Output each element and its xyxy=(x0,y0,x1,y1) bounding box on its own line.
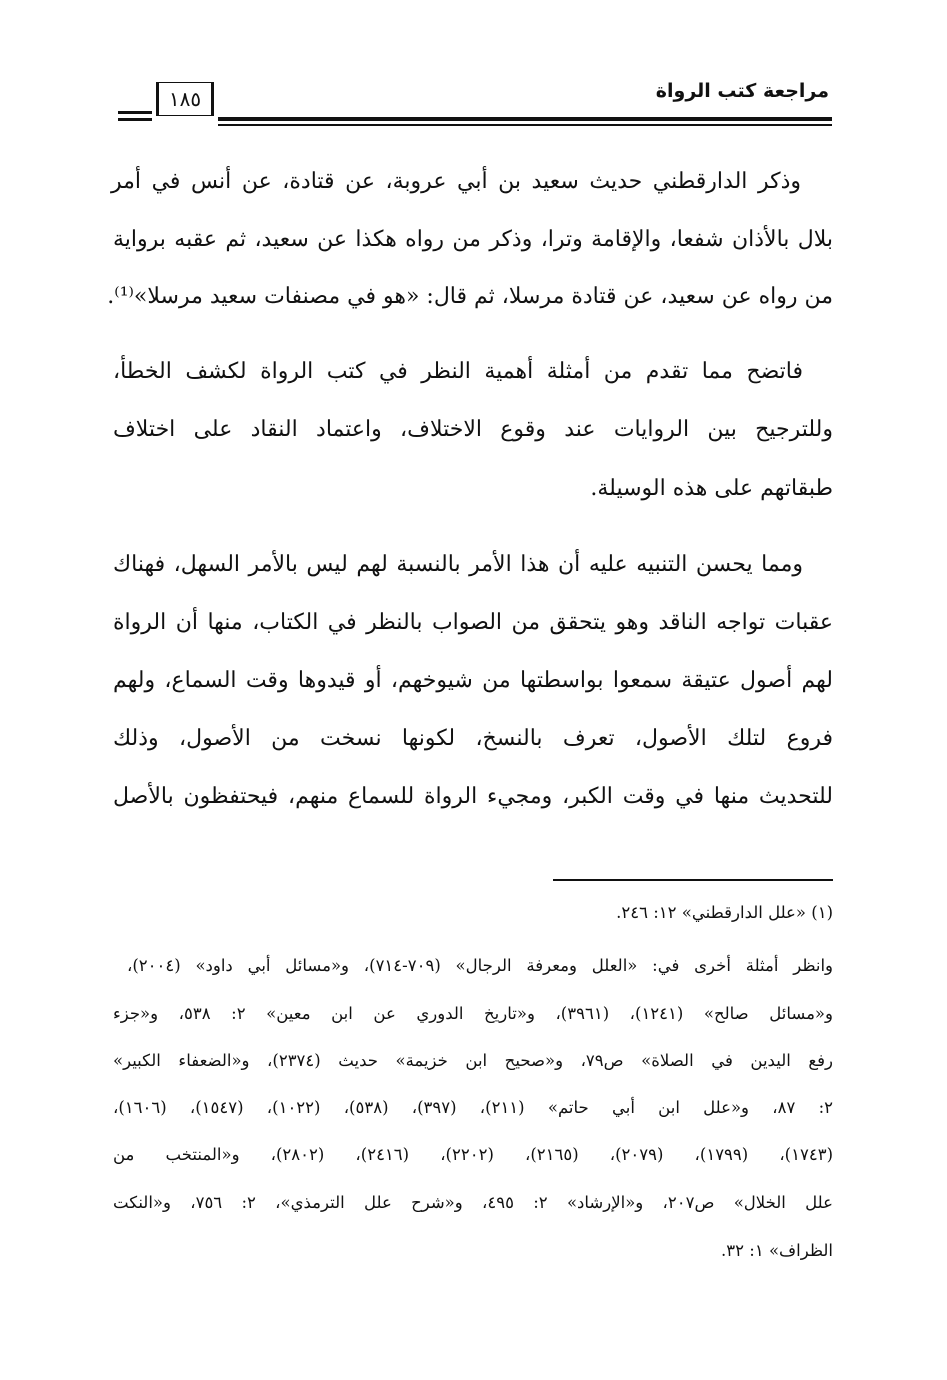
footnote-line: علل الخلال» ص٢٠٧، و«الإرشاد» ٢: ٤٩٥، و«شرح علل الترمذي»، ٢: ٧٥٦، و«النكت xyxy=(113,1193,833,1212)
header-rule-left-thick xyxy=(118,111,152,114)
footnote-line: ٢: ٨٧، و«علل ابن أبي حاتم» (٢١١)، (٣٩٧)، (٥٣٨)، (١٠٢٢)، (١٥٤٧)، (١٦٠٦)، xyxy=(113,1098,834,1117)
body-line: طبقاتهم على هذه الوسيلة. xyxy=(590,476,833,501)
page-number: ١٨٥ xyxy=(156,82,214,116)
footnote-line: و«مسائل صالح» (١٢٤١)، (٣٩٦١)، و«تاريخ الدوري عن ابن معين» ٢: ٥٣٨، و«جزء xyxy=(113,1004,833,1023)
body-line: بلال بالأذان شفعا، والإقامة وترا، وذكر من رواه هكذا عن سعيد، ثم عقبه برواية xyxy=(113,227,833,252)
body-line: فاتضح مما تقدم من أمثلة أهمية النظر في كتب الرواة لكشف الخطأ، xyxy=(113,359,803,384)
body-line: عقبات تواجه الناقد وهو يتحقق من الصواب بالنظر في الكتاب، منها أن الرواة xyxy=(113,610,833,635)
body-line: من رواه عن سعيد، عن قتادة مرسلا، ثم قال: «هو في مصنفات سعيد مرسلا»⁽¹⁾. xyxy=(107,284,833,309)
footnote-separator xyxy=(553,879,833,881)
footnote-line: (١) «علل الدارقطني» ١٢: ٢٤٦. xyxy=(616,903,833,922)
body-line: فروع لتلك الأصول، تعرف بالنسخ، لكونها نسخت من الأصول، وذلك xyxy=(113,726,833,751)
body-line: للتحديث منها في وقت الكبر، ومجيء الرواة للسماع منهم، فيحتفظون بالأصل xyxy=(113,784,833,809)
footnote-line: (١٧٤٣)، (١٧٩٩)، (٢٠٧٩)، (٢١٦٥)، (٢٢٠٢)، (٢٤١٦)، (٢٨٠٢)، و«المنتخب من xyxy=(113,1145,833,1164)
body-line: ومما يحسن التنبيه عليه أن هذا الأمر بالنسبة لهم ليس بالأمر السهل، فهناك xyxy=(113,552,803,577)
footnote-line: الظراف» ١: ٣٢. xyxy=(721,1241,833,1260)
footnote-line: وانظر أمثلة أخرى في: «العلل ومعرفة الرجال» (٧٠٩-٧١٤)، و«مسائل أبي داود» (٢٠٠٤)، xyxy=(127,956,833,975)
body-line: وذكر الدارقطني حديث سعيد بن أبي عروبة، عن قتادة، عن أنس في أمر xyxy=(111,169,801,194)
body-line: وللترجيح بين الروايات عند وقوع الاختلاف، واعتماد النقاد على اختلاف xyxy=(113,417,833,442)
header-rule-left-thin xyxy=(118,118,152,121)
header-rule-thin xyxy=(218,124,832,126)
header-rule-thick xyxy=(218,117,832,121)
footnote-line: رفع اليدين في الصلاة» ص٧٩، و«صحيح ابن خزيمة» حديث (٢٣٧٤)، و«الضعفاء الكبير» xyxy=(113,1051,833,1070)
running-title: مراجعة كتب الرواة xyxy=(655,80,829,102)
body-line: لهم أصول عتيقة سمعوا بواسطتها من شيوخهم، أو قيدوها وقت السماع، ولهم xyxy=(113,668,833,693)
